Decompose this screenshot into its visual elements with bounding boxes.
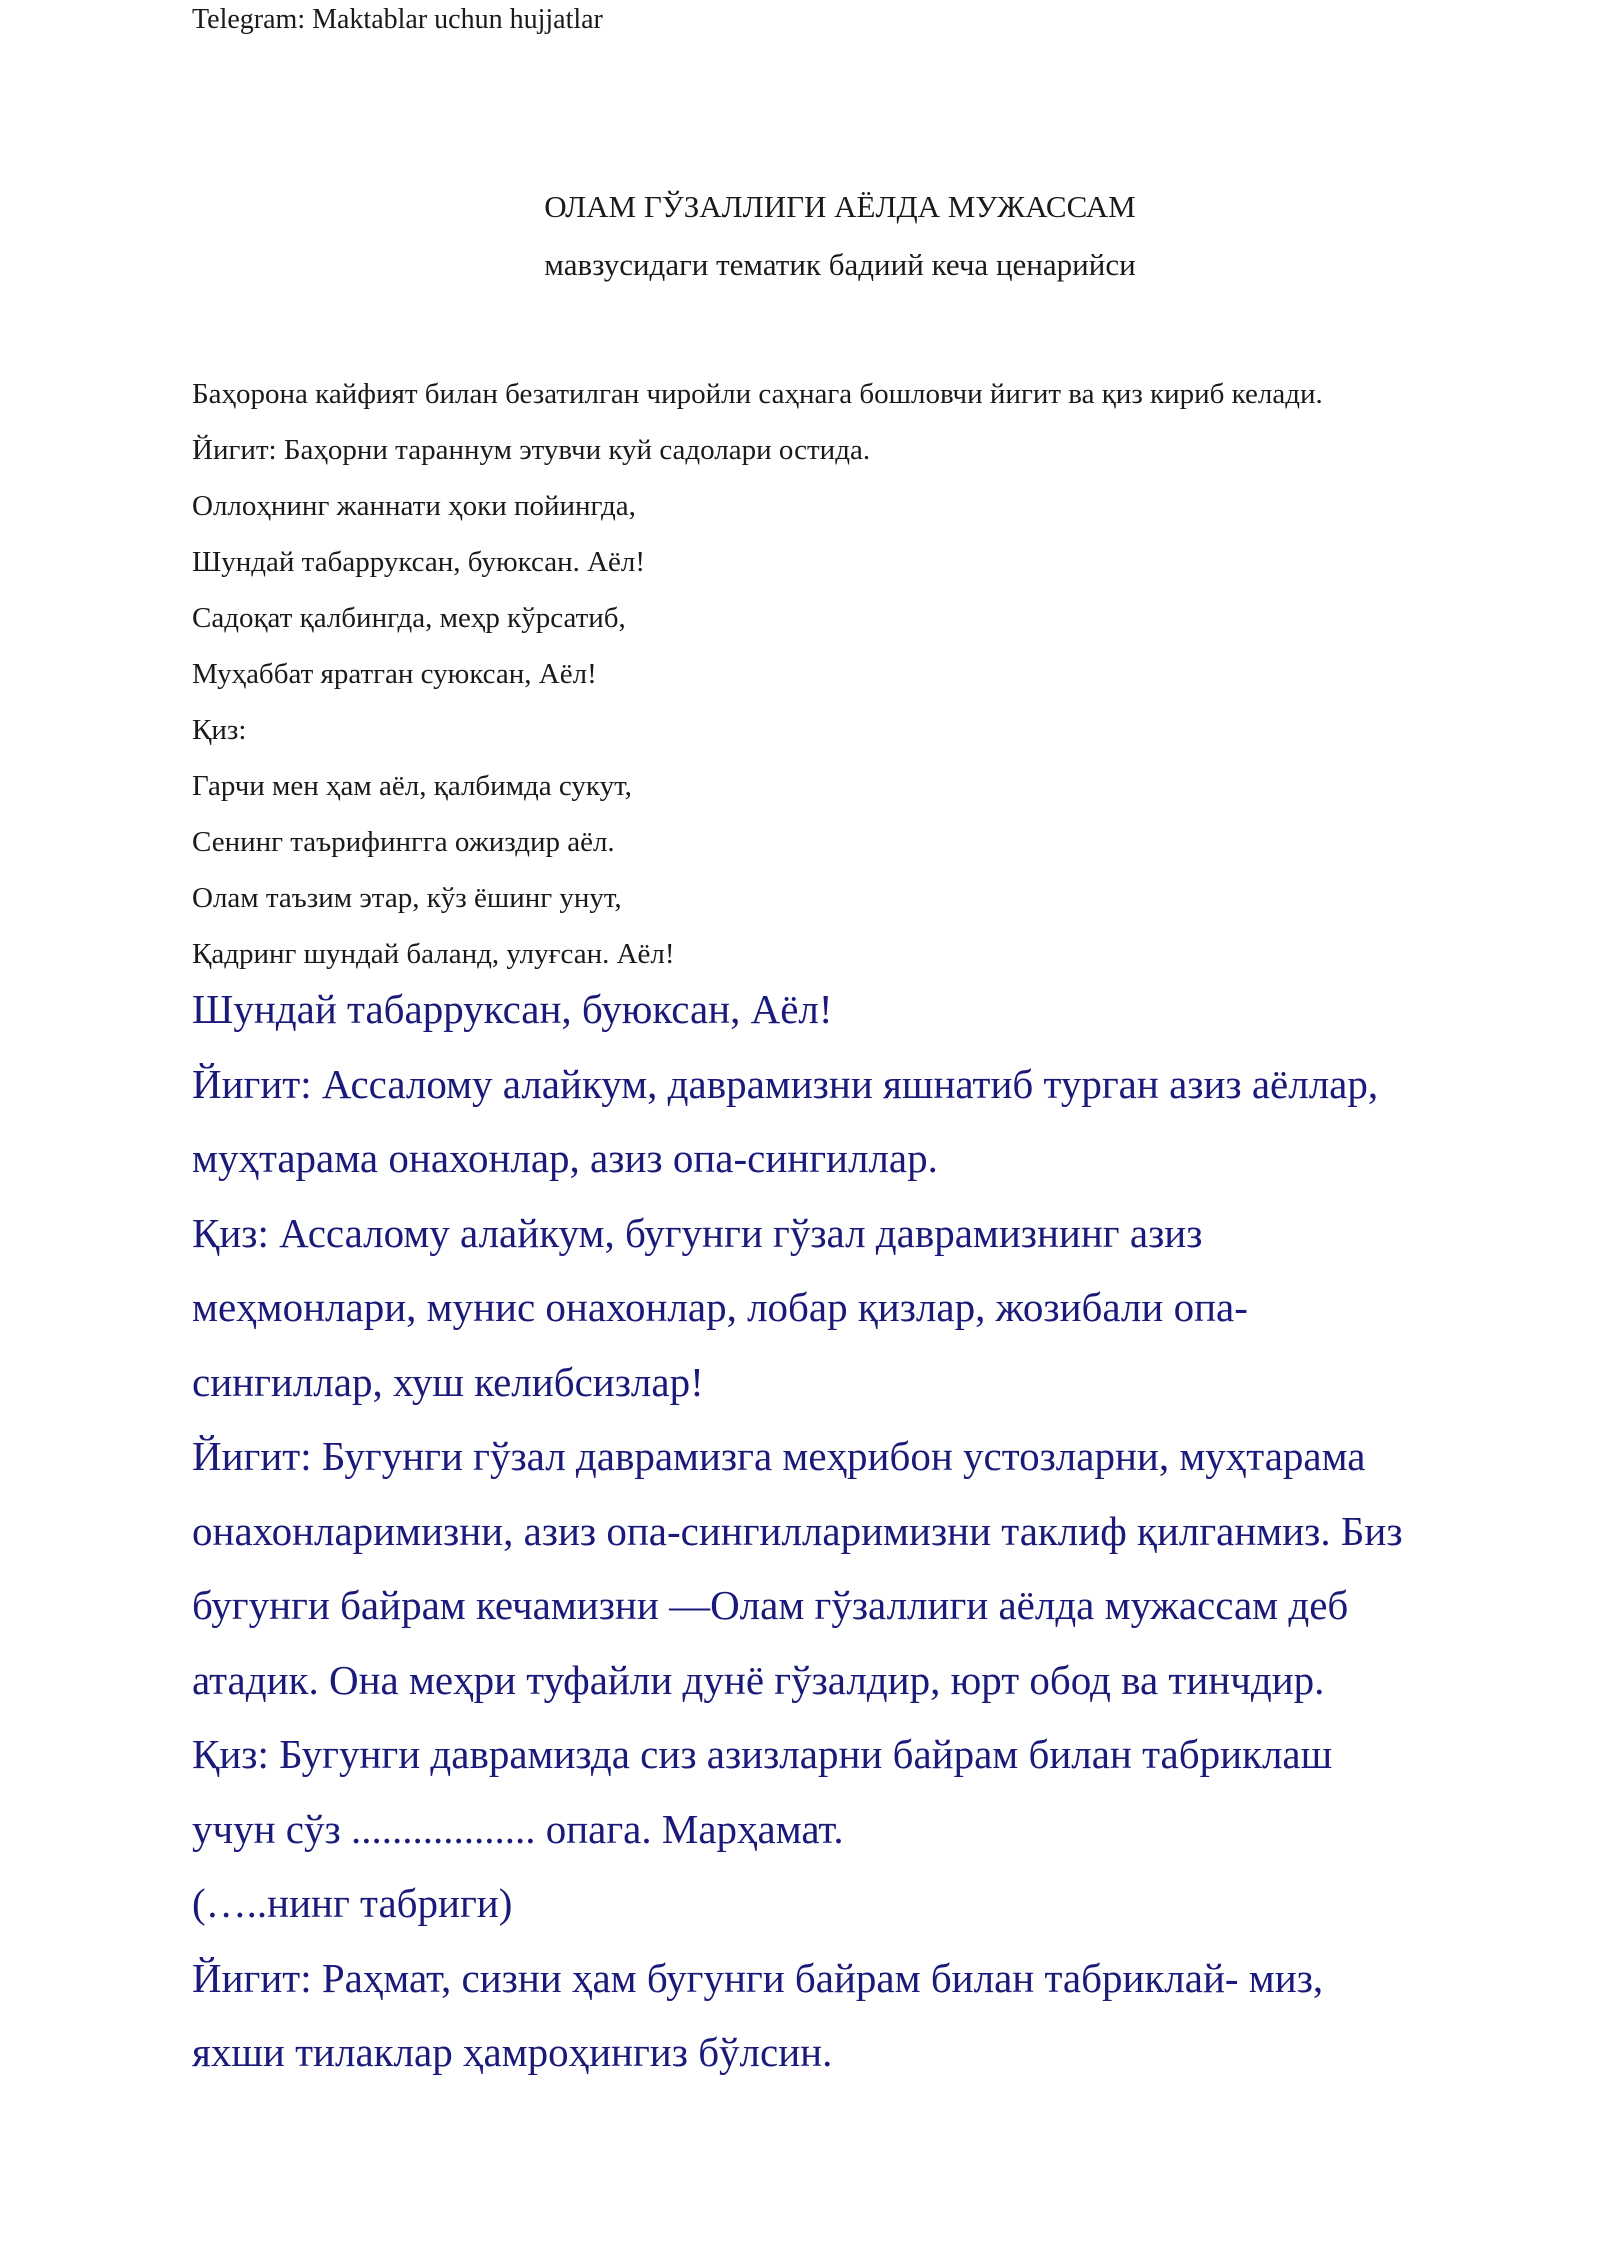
intro-line: Оллоҳнинг жаннати ҳоки пойингда, [192, 490, 636, 522]
main-line: (…..нинг табриги) [192, 1880, 513, 1926]
intro-line: Сенинг таърифингга ожиздир аёл. [192, 826, 615, 858]
main-line: меҳмонлари, мунис онахонлар, лобар қизлар, жозибали опа- [192, 1284, 1248, 1330]
document-subtitle: мавзусидаги тематик бадиий кеча ценарийси [544, 247, 1136, 282]
main-line: Қиз: Ассалому алайкум, бугунги гўзал даврамизнинг азиз [192, 1209, 1203, 1256]
intro-text [192, 373, 1323, 989]
intro-line: Қиз: [192, 714, 247, 746]
main-line: яхши тилаклар ҳамроҳингиз бўлсин. [192, 2029, 833, 2075]
main-line: сингиллар, хуш келибсизлар! [192, 1358, 704, 1405]
main-text [192, 980, 1403, 2098]
intro-line: Садоқат қалбингда, меҳр кўрсатиб, [192, 602, 626, 634]
intro-line: Муҳаббат яратган суюксан, Аёл! [192, 658, 597, 690]
main-line: Йигит: Раҳмат, сизни ҳам бугунги байрам билан табриклай- миз, [192, 1954, 1324, 2001]
main-line: учун сўз .................. опага. Марҳамат. [192, 1805, 844, 1852]
document-title: ОЛАМ ГЎЗАЛЛИГИ АЁЛДА МУЖАССАМ [544, 189, 1136, 224]
intro-line: Шундай табарруксан, буюксан. Аёл! [192, 546, 646, 578]
main-line: атадик. Она меҳри туфайли дунё гўзалдир, юрт обод ва тинчдир. [192, 1656, 1325, 1703]
intro-line: Гарчи мен ҳам аёл, қалбимда сукут, [192, 770, 632, 802]
main-line: Қиз: Бугунги даврамизда сиз азизларни байрам билан табриклаш [192, 1731, 1333, 1777]
intro-line: Қадринг шундай баланд, улуғсан. Аёл! [192, 938, 675, 970]
main-line: онахонларимизни, азиз опа-сингилларимизни таклиф қилганмиз. Биз [192, 1507, 1403, 1554]
main-line: муҳтарама онахонлар, азиз опа-сингиллар. [192, 1135, 938, 1181]
intro-line: Йигит: Баҳорни тараннум этувчи куй садолари остида. [192, 434, 871, 466]
intro-line: Олам таъзим этар, кўз ёшинг унут, [192, 882, 622, 914]
main-line: бугунги байрам кечамизни ―Олам гўзаллиги аёлда мужассам деб [192, 1582, 1349, 1628]
intro-line: Баҳорона кайфият билан безатилган чиройли саҳнага бошловчи йигит ва қиз кириб келади. [192, 378, 1323, 410]
main-line: Йигит: Ассалому алайкум, даврамизни яшнатиб турган азиз аёллар, [192, 1060, 1379, 1107]
main-line: Йигит: Бугунги гўзал даврамизга меҳрибон устозларни, муҳтарама [192, 1433, 1366, 1479]
header-note: Telegram: Maktablar uchun hujjatlar [192, 4, 603, 35]
main-line: Шундай табарруксан, буюксан, Аёл! [192, 986, 833, 1032]
